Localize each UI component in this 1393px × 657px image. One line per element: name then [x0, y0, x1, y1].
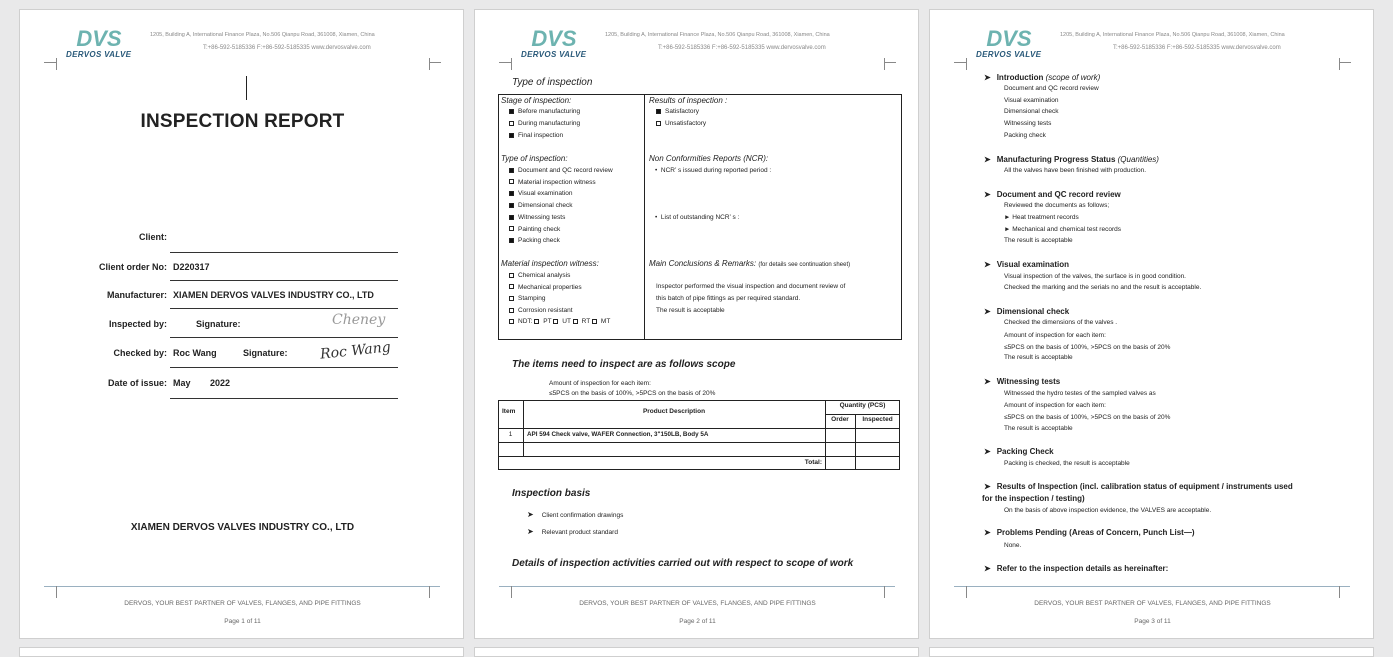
ncr-outstanding: • List of outstanding NCR’ s : [655, 214, 740, 221]
next-page-edge [19, 647, 464, 657]
dimensional-heading: ➤ Dimensional check [984, 307, 1070, 316]
header-address: 1205, Building A, International Finance Plaza, No.506 Qianpu Road, 361008, Xiamen, China [1060, 32, 1285, 38]
stage-heading: Stage of inspection: [501, 96, 572, 105]
page-number: Page 1 of 11 [224, 618, 261, 625]
table-row-line [498, 442, 900, 443]
type-sub-heading: Type of inspection: [501, 154, 568, 163]
wit-line: ≤5PCS on the basis of 100%, >5PCS on the basis of 20% [1004, 414, 1171, 421]
unchecked-box-icon [509, 179, 514, 184]
material-heading: Material inspection witness: [501, 259, 599, 268]
crop-mark [966, 58, 967, 70]
inspected-signature-label: Signature: [196, 319, 241, 329]
table-row-line [498, 456, 900, 457]
header-address: 1205, Building A, International Finance Plaza, No.506 Qianpu Road, 361008, Xiamen, China [150, 32, 375, 38]
checked-signature: Roc Wang [319, 339, 392, 363]
intro-item: Document and QC record review [1004, 85, 1099, 92]
date-of-issue-label: Date of issue: [107, 378, 167, 388]
col-order-header: Order [831, 416, 849, 423]
crop-mark [56, 586, 57, 598]
packing-heading: ➤ Packing Check [984, 447, 1054, 456]
crop-mark [966, 586, 967, 598]
page-1 [19, 9, 464, 639]
basis-heading: Inspection basis [512, 488, 591, 499]
checklist-item: Witnessing tests [509, 214, 565, 221]
next-page-edge [929, 647, 1374, 657]
unchecked-box-icon [656, 121, 661, 126]
table-col-line [825, 400, 826, 470]
checklist-item: Final inspection [509, 132, 563, 139]
header-address: 1205, Building A, International Finance Plaza, No.506 Qianpu Road, 361008, Xiamen, China [605, 32, 830, 38]
unchecked-box-icon [509, 284, 514, 289]
crop-mark [884, 586, 885, 598]
checklist-item: Corrosion resistant [509, 307, 573, 314]
checklist-item: Painting check [509, 226, 560, 233]
crop-mark [1339, 62, 1351, 63]
visual-heading: ➤ Visual examination [984, 260, 1070, 269]
conclusion-line: The result is acceptable [656, 307, 725, 314]
logo-subtitle: DERVOS VALVE [521, 50, 587, 59]
basis-item: ➤ Relevant product standard [527, 527, 618, 536]
next-page-edge [474, 647, 919, 657]
wit-line: Amount of inspection for each item: [1004, 402, 1106, 409]
checklist-item: Unsatisfactory [656, 120, 706, 127]
dim-line: ≤5PCS on the basis of 100%, >5PCS on the basis of 20% [1004, 344, 1171, 351]
checked-box-icon [509, 168, 514, 173]
crop-mark [429, 62, 441, 63]
inspected-signature: Cheney [332, 312, 386, 328]
text-cursor [246, 76, 247, 100]
client-order-value: D220317 [173, 262, 210, 272]
visual-line: Visual inspection of the valves, the surface is in good condition. [1004, 273, 1186, 280]
results-heading: ➤ Results of Inspection (incl. calibration status of equipment / instruments used [984, 482, 1293, 491]
col-item-header: Item [502, 408, 516, 415]
checked-box-icon [509, 109, 514, 114]
intro-item: Dimensional check [1004, 108, 1059, 116]
logo-subtitle: DERVOS VALVE [976, 50, 1042, 59]
items-heading: The items need to inspect are as follows scope [512, 359, 736, 370]
checked-box-icon [509, 215, 514, 220]
checklist-item: Material inspection witness [509, 179, 596, 186]
crop-mark [1339, 586, 1340, 598]
problems-heading: ➤ Problems Pending (Areas of Concern, Punch List—) [984, 528, 1195, 537]
results-heading-cont: for the inspection / testing) [982, 494, 1085, 503]
row-item: 1 [508, 431, 513, 438]
footer-slogan: DERVOS, YOUR BEST PARTNER OF VALVES, FLANGES, AND PIPE FITTINGS [124, 600, 361, 607]
field-underline [170, 252, 398, 253]
wit-line: The result is acceptable [1004, 425, 1073, 432]
doc-review-heading: ➤ Document and QC record review [984, 190, 1121, 199]
doc-line: ► Heat treatment records [1004, 214, 1079, 221]
header-contact: T:+86-592-5185336 F:+86-592-5185335 www.dervosvalve.com [203, 45, 371, 51]
client-label: Client: [139, 232, 167, 242]
footer-slogan: DERVOS, YOUR BEST PARTNER OF VALVES, FLANGES, AND PIPE FITTINGS [579, 600, 816, 607]
header-contact: T:+86-592-5185336 F:+86-592-5185335 www.dervosvalve.com [658, 45, 826, 51]
checked-signature-label: Signature: [243, 348, 288, 358]
crop-mark [499, 62, 511, 63]
unchecked-box-icon [509, 273, 514, 278]
checklist-item: Visual examination [509, 190, 572, 197]
basis-item: ➤ Client confirmation drawings [527, 510, 624, 519]
unchecked-box-icon [509, 121, 514, 126]
checked-box-icon [509, 191, 514, 196]
svg-text:DVS: DVS [531, 26, 577, 50]
unchecked-box-icon [509, 308, 514, 313]
ndt-line: NDT: PT UT RT MT [509, 318, 610, 325]
column-divider [644, 94, 645, 340]
svg-text:DVS: DVS [986, 26, 1032, 50]
checklist-item: Mechanical properties [509, 284, 582, 291]
wit-line: Witnessed the hydro testes of the sampled valves as [1004, 390, 1156, 397]
checklist-item: Before manufacturing [509, 108, 580, 115]
crop-mark [56, 58, 57, 70]
checklist-item: During manufacturing [509, 120, 580, 127]
visual-line: Checked the marking and the serials no and the result is acceptable. [1004, 284, 1202, 291]
page-number: Page 3 of 11 [1134, 618, 1171, 625]
checklist-item: Chemical analysis [509, 272, 570, 279]
crop-mark [511, 586, 512, 598]
crop-mark [884, 62, 896, 63]
field-underline [170, 398, 398, 399]
amount-line: Amount of inspection for each item: [549, 380, 651, 387]
footer-slogan: DERVOS, YOUR BEST PARTNER OF VALVES, FLANGES, AND PIPE FITTINGS [1034, 600, 1271, 607]
dvs-logo-icon [64, 26, 134, 50]
witnessing-heading: ➤ Witnessing tests [984, 377, 1061, 386]
date-month: May [173, 378, 191, 388]
manufacturer-value: XIAMEN DERVOS VALVES INDUSTRY CO., LTD [173, 290, 374, 300]
dim-line: The result is acceptable [1004, 354, 1073, 361]
dvs-logo-icon [974, 26, 1044, 50]
refer-heading: ➤ Refer to the inspection details as hereinafter: [984, 564, 1169, 573]
company-name: XIAMEN DERVOS VALVES INDUSTRY CO., LTD [130, 522, 355, 533]
details-heading: Details of inspection activities carried out with respect to scope of work [512, 558, 854, 569]
checked-box-icon [656, 109, 661, 114]
crop-mark [429, 586, 430, 598]
crop-mark [44, 62, 56, 63]
doc-line: Reviewed the documents as follows; [1004, 202, 1110, 209]
problems-text: None. [1004, 542, 1022, 549]
report-title: INSPECTION REPORT [140, 111, 345, 132]
checklist-item: Stamping [509, 295, 545, 302]
dim-line: Checked the dimensions of the valves . [1004, 319, 1118, 326]
ncr-heading: Non Conformities Reports (NCR): [649, 154, 769, 163]
checked-box-icon [509, 133, 514, 138]
row-desc: API 594 Check valve, WAFER Connection, 3"150LB, Body 5A [527, 431, 709, 438]
intro-item: Witnessing tests [1004, 120, 1052, 128]
footer-rule [954, 586, 1350, 587]
crop-mark [954, 62, 966, 63]
doc-line: The result is acceptable [1004, 237, 1073, 244]
field-underline [170, 367, 398, 368]
page-3 [929, 9, 1374, 639]
checklist-item: Dimensional check [509, 202, 573, 209]
crop-mark [429, 58, 430, 70]
dvs-logo-icon [519, 26, 589, 50]
progress-heading: ➤ Manufacturing Progress Status (Quantities) [984, 155, 1159, 164]
unchecked-box-icon [509, 226, 514, 231]
client-order-label: Client order No: [98, 262, 167, 272]
page-2 [474, 9, 919, 639]
crop-mark [1339, 58, 1340, 70]
manufacturer-label: Manufacturer: [106, 290, 167, 300]
crop-mark [884, 58, 885, 70]
doc-line: ► Mechanical and chemical test records [1004, 226, 1121, 233]
progress-text: All the valves have been finished with production. [1004, 167, 1147, 174]
intro-item: Packing check [1004, 131, 1046, 139]
logo-subtitle: DERVOS VALVE [66, 50, 132, 59]
col-inspected-header: Inspected [862, 416, 893, 423]
intro-heading: ➤ Introduction (scope of work) [984, 73, 1101, 82]
col-desc-header: Product Description [642, 408, 706, 415]
crop-mark [511, 58, 512, 70]
checklist-item: Satisfactory [656, 108, 699, 115]
table-row-line [825, 414, 900, 415]
svg-text:DVS: DVS [76, 26, 122, 50]
results-heading: Results of inspection : [649, 96, 728, 105]
field-underline [170, 308, 398, 309]
dim-line: Amount of inspection for each item: [1004, 332, 1106, 339]
field-underline [170, 280, 398, 281]
page-number: Page 2 of 11 [679, 618, 716, 625]
col-qty-header: Quantity (PCS) [839, 402, 886, 409]
footer-rule [44, 586, 440, 587]
conclusion-line: this batch of pipe fittings as per required standard. [656, 295, 801, 302]
conclusion-line: Inspector performed the visual inspection and document review of [656, 283, 846, 290]
results-text: On the basis of above inspection evidence, the VALVES are acceptable. [1004, 507, 1212, 514]
conclusion-heading: Main Conclusions & Remarks: (for details see continuation sheet) [649, 259, 851, 268]
ncr-issued: • NCR’ s issued during reported period : [655, 167, 772, 174]
intro-item: Visual examination [1004, 96, 1059, 104]
footer-rule [499, 586, 895, 587]
checked-box-icon [509, 238, 514, 243]
type-of-inspection-heading: Type of inspection [512, 77, 593, 88]
inspected-by-label: Inspected by: [108, 319, 167, 329]
packing-text: Packing is checked, the result is acceptable [1004, 460, 1130, 467]
field-underline [170, 337, 398, 338]
date-year: 2022 [210, 378, 231, 388]
checked-box-icon [509, 203, 514, 208]
amount-rule: ≤5PCS on the basis of 100%, >5PCS on the basis of 20% [549, 390, 716, 397]
total-label: Total: [804, 459, 822, 466]
header-contact: T:+86-592-5185336 F:+86-592-5185335 www.dervosvalve.com [1113, 45, 1281, 51]
checklist-item: Document and QC record review [509, 167, 613, 174]
table-row-line [498, 428, 900, 429]
checklist-item: Packing check [509, 237, 560, 244]
unchecked-box-icon [509, 296, 514, 301]
checked-by-label: Checked by: [113, 348, 167, 358]
checked-by-value: Roc Wang [173, 348, 217, 358]
